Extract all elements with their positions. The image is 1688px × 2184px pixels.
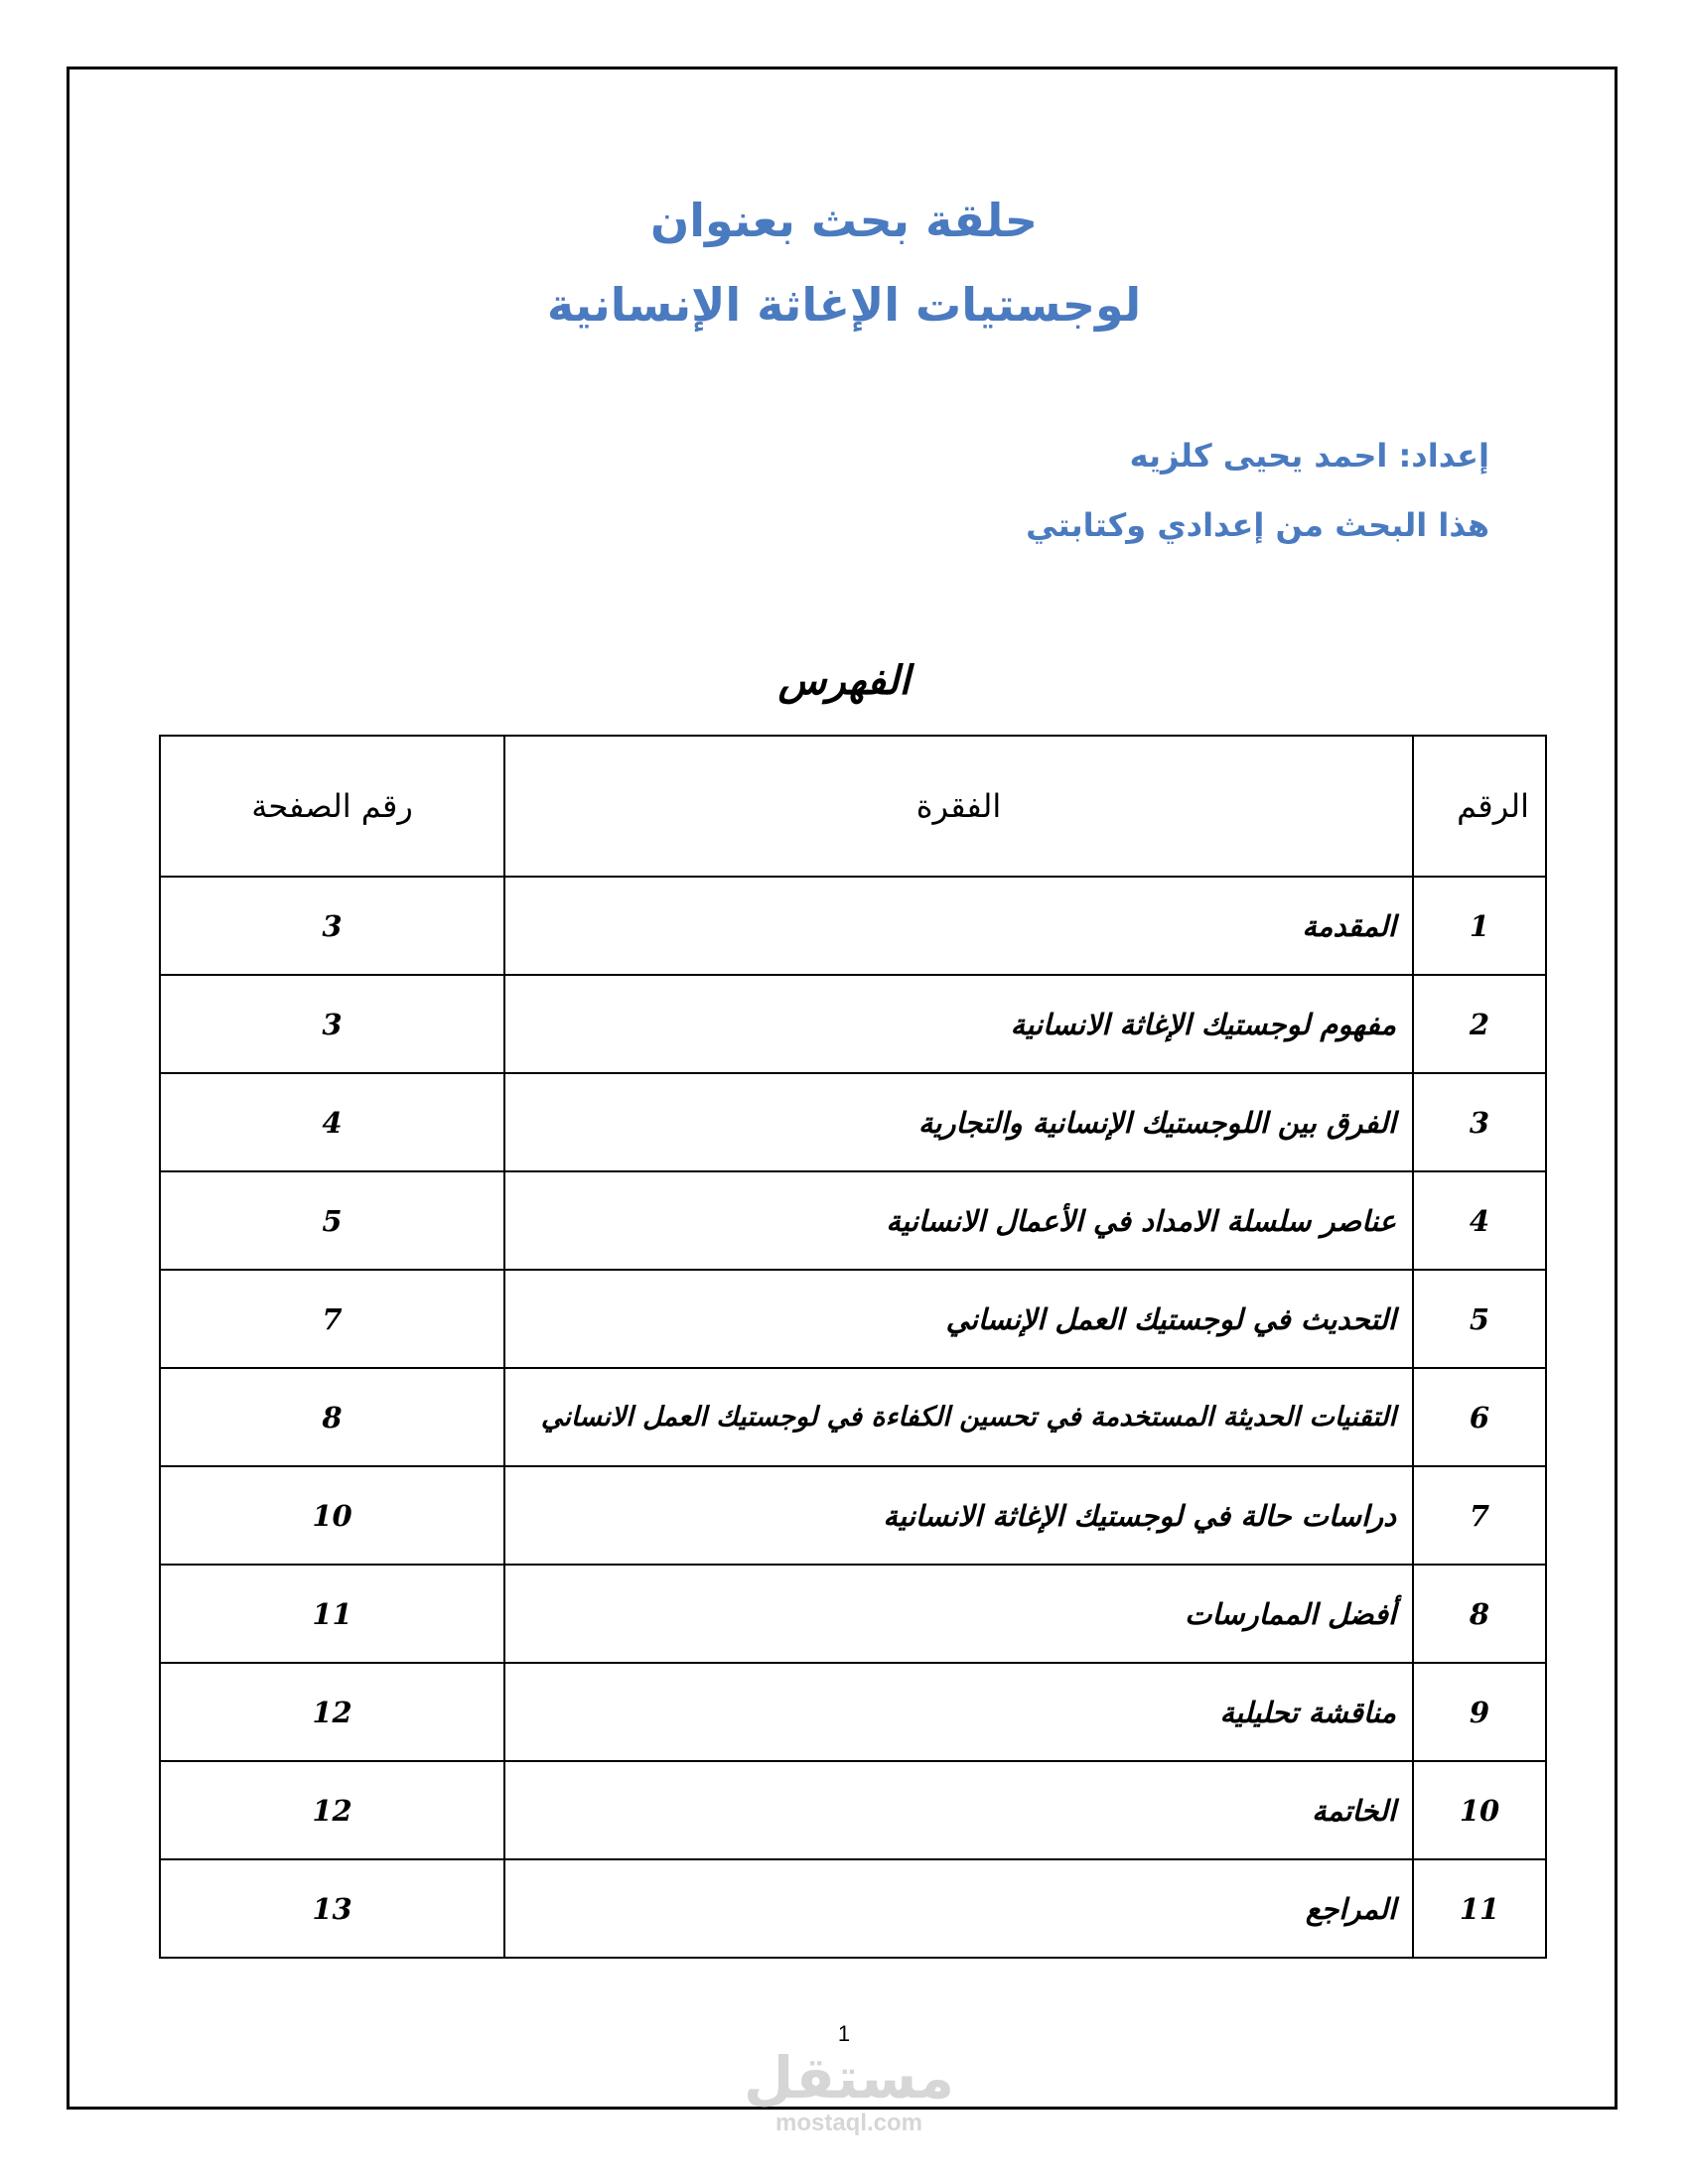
row-page: 3 <box>160 877 504 975</box>
table-header-row <box>160 736 1546 877</box>
row-number: 9 <box>1413 1663 1546 1761</box>
row-number: 8 <box>1413 1565 1546 1663</box>
header-number: الرقم <box>1413 736 1546 877</box>
watermark-arabic: مستقل <box>743 2044 955 2112</box>
row-page: 5 <box>160 1171 504 1270</box>
row-section: الفرق بين اللوجستيك الإنسانية والتجارية <box>504 1073 1413 1171</box>
row-page: 10 <box>160 1466 504 1565</box>
table-row <box>160 1466 1546 1565</box>
row-section: مناقشة تحليلية <box>504 1663 1413 1761</box>
row-section: عناصر سلسلة الامداد في الأعمال الانسانية <box>504 1171 1413 1270</box>
table-row <box>160 1761 1546 1859</box>
row-page: 12 <box>160 1663 504 1761</box>
table-of-contents <box>159 735 1547 1959</box>
row-section: التقنيات الحديثة المستخدمة في تحسين الكفاءة في لوجستيك العمل الانساني <box>504 1368 1413 1466</box>
row-number: 7 <box>1413 1466 1546 1565</box>
row-number: 6 <box>1413 1368 1546 1466</box>
row-number: 1 <box>1413 877 1546 975</box>
row-page: 7 <box>160 1270 504 1368</box>
row-section: المراجع <box>504 1859 1413 1958</box>
row-page: 12 <box>160 1761 504 1859</box>
author-note: هذا البحث من إعدادي وكتابتي <box>1026 506 1489 544</box>
header-section: الفقرة <box>504 736 1413 877</box>
row-section: أفضل الممارسات <box>504 1565 1413 1663</box>
page-number: 1 <box>837 2021 851 2046</box>
mostaql-watermark <box>735 2045 963 2144</box>
table-row <box>160 1270 1546 1368</box>
table-row <box>160 1859 1546 1958</box>
row-number: 5 <box>1413 1270 1546 1368</box>
row-page: 3 <box>160 975 504 1073</box>
row-page: 13 <box>160 1859 504 1958</box>
author-line: إعداد: احمد يحيى كلزيه <box>1129 437 1489 475</box>
row-section: التحديث في لوجستيك العمل الإنساني <box>504 1270 1413 1368</box>
document-subtitle: لوجستيات الإغاثة الإنسانية <box>546 278 1142 332</box>
row-section: الخاتمة <box>504 1761 1413 1859</box>
row-number: 3 <box>1413 1073 1546 1171</box>
watermark-latin: mostaql.com <box>774 2110 923 2136</box>
row-number: 10 <box>1413 1761 1546 1859</box>
row-section: المقدمة <box>504 877 1413 975</box>
table-row <box>160 1368 1546 1466</box>
table-row <box>160 1663 1546 1761</box>
document-title: حلقة بحث بعنوان <box>650 194 1038 247</box>
row-section: دراسات حالة في لوجستيك الإغاثة الانسانية <box>504 1466 1413 1565</box>
row-section: مفهوم لوجستيك الإغاثة الانسانية <box>504 975 1413 1073</box>
row-page: 4 <box>160 1073 504 1171</box>
table-row <box>160 1073 1546 1171</box>
header-page: رقم الصفحة <box>160 736 504 877</box>
row-page: 11 <box>160 1565 504 1663</box>
row-number: 2 <box>1413 975 1546 1073</box>
table-row <box>160 1171 1546 1270</box>
table-row <box>160 975 1546 1073</box>
table-row <box>160 877 1546 975</box>
index-heading: الفهرس <box>777 657 911 704</box>
table-row <box>160 1565 1546 1663</box>
row-page: 8 <box>160 1368 504 1466</box>
row-number: 4 <box>1413 1171 1546 1270</box>
row-number: 11 <box>1413 1859 1546 1958</box>
